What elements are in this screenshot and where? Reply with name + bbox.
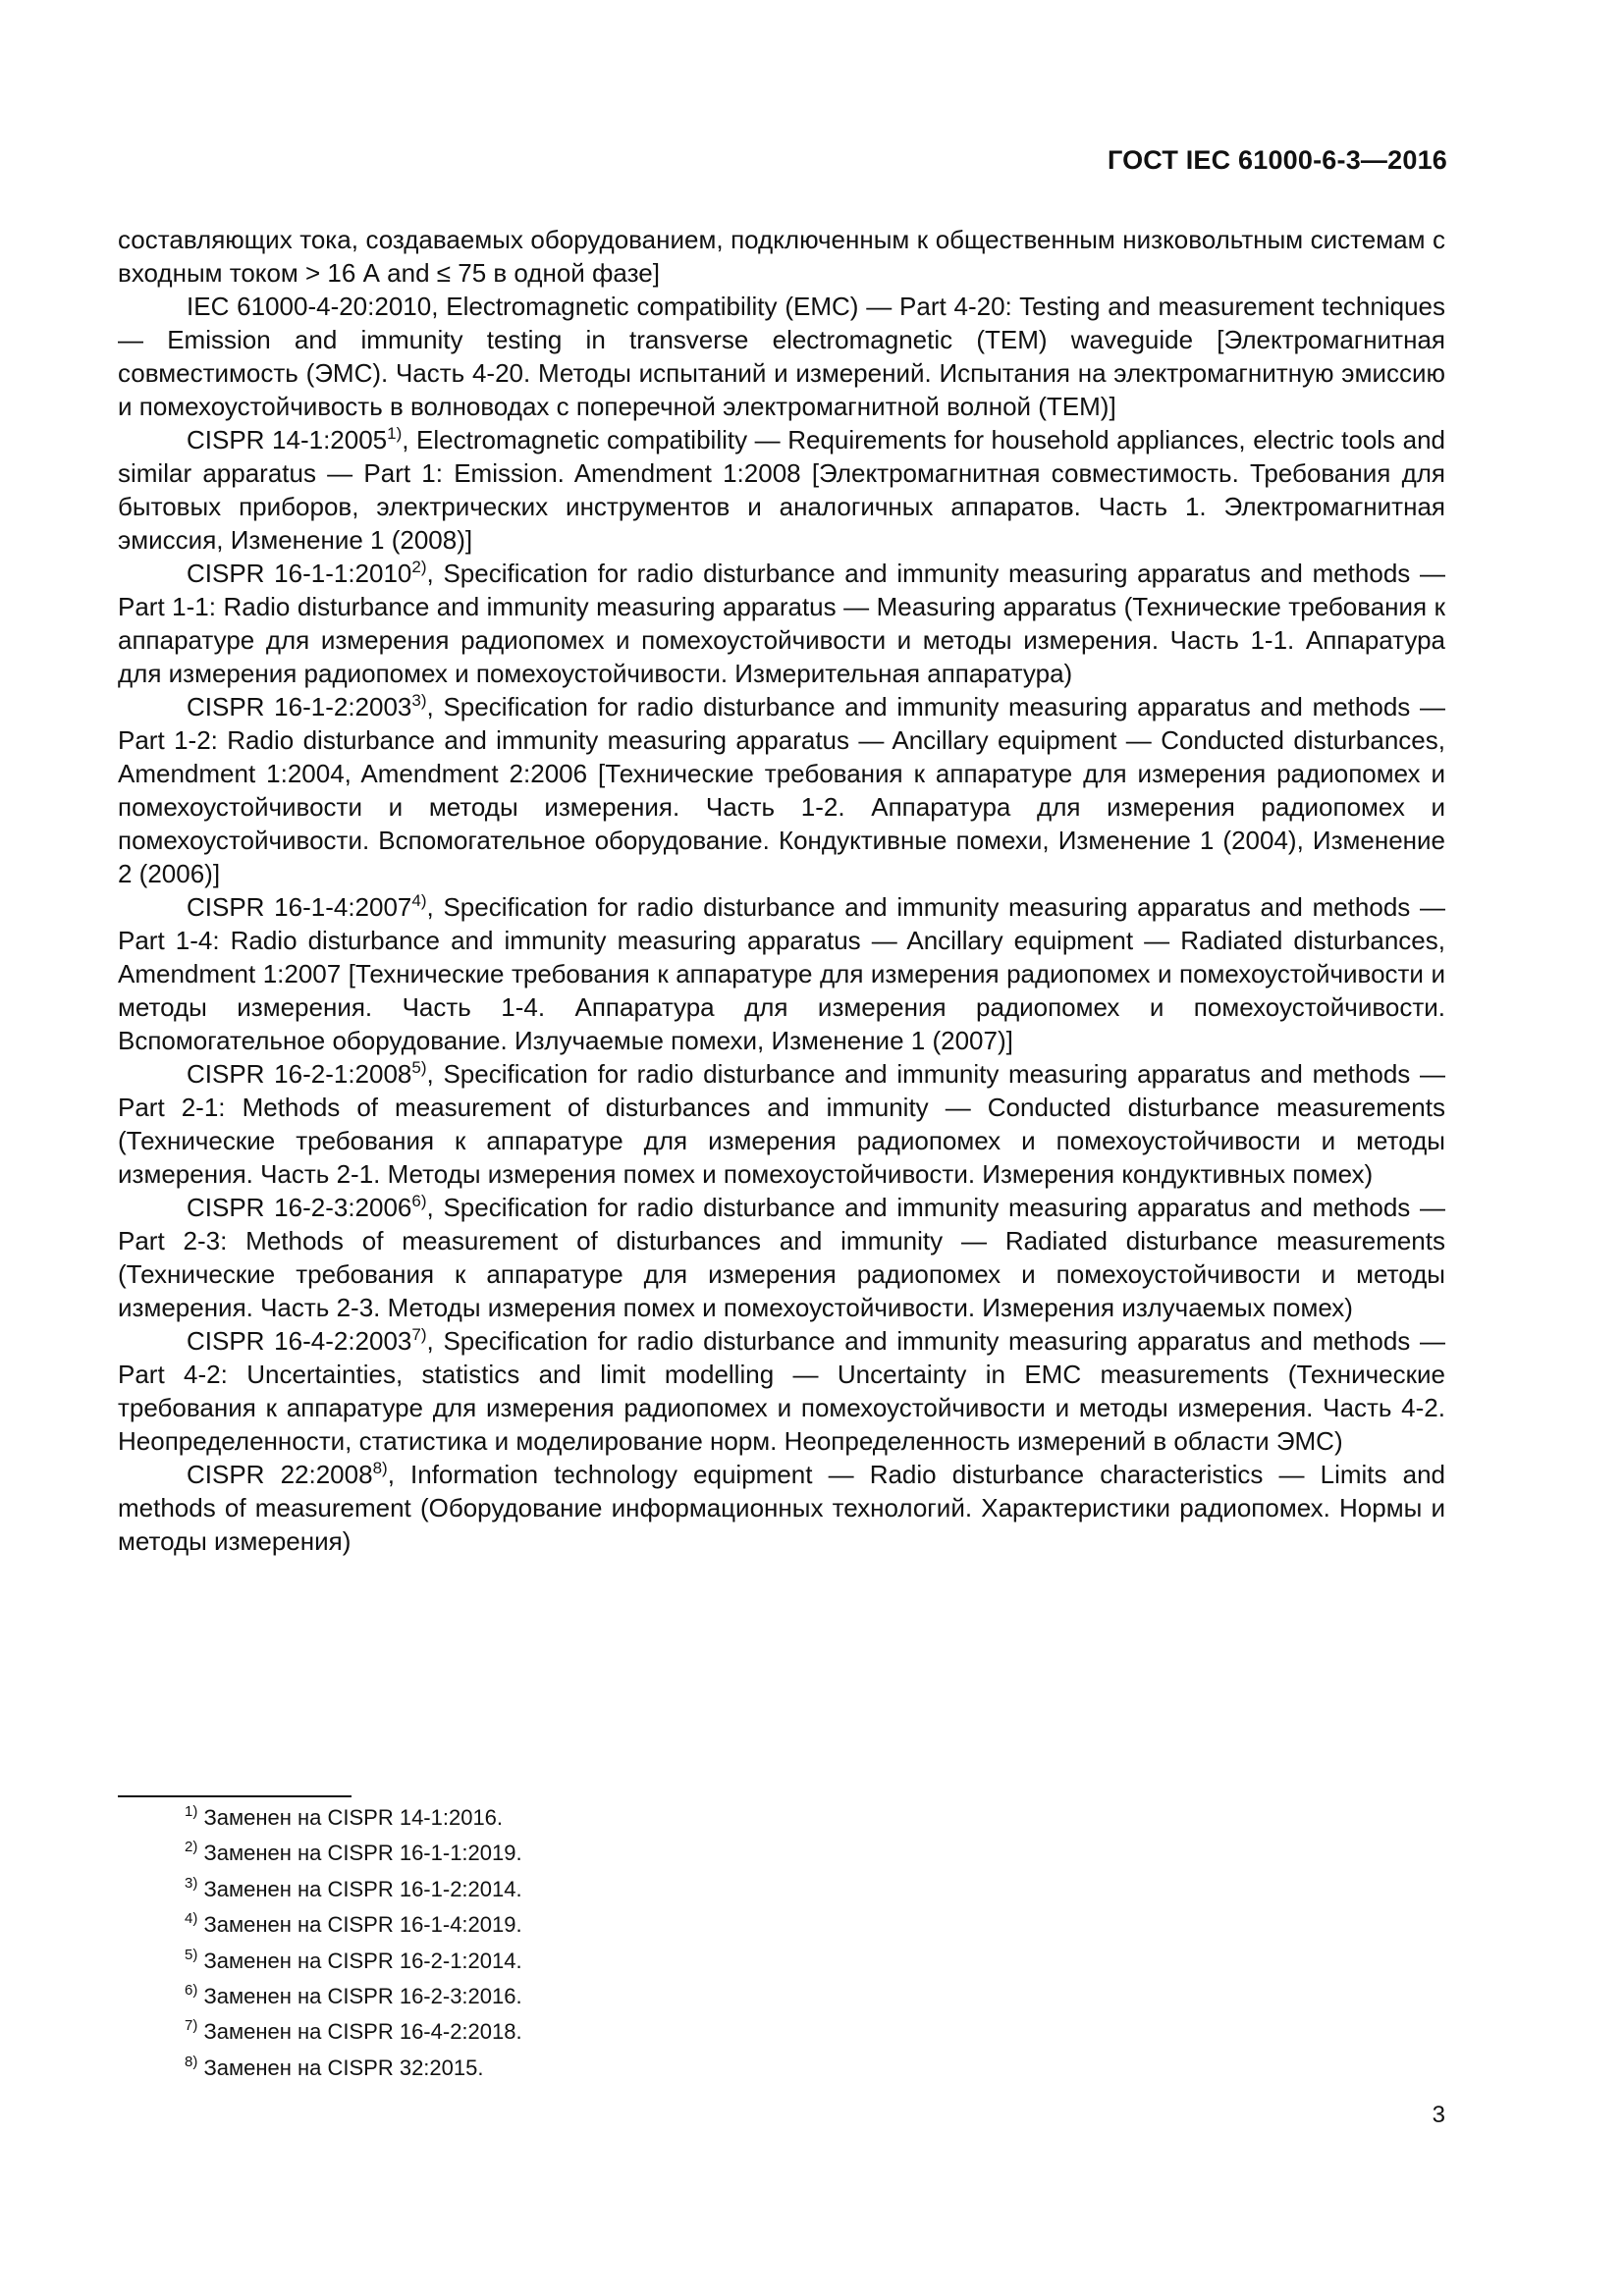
footnote-text: Заменен на CISPR 16-4-2:2018. xyxy=(197,2019,522,2045)
footnote-mark: 3) xyxy=(411,691,427,710)
entry-text: , Specification for radio disturbance and immunity measuring apparatus and methods — Part 2-1: Methods of measurement of disturbances and immunity — Conducted disturbance measurements (Технические требования к аппаратуре для измерения радиопомех и помехоустойчивости и методы измерения. Часть 2-1. Методы измерения помех и помехоустойчивости. Измерения кондуктивных помех) xyxy=(118,1059,1445,1189)
footnote-text: Заменен на CISPR 14-1:2016. xyxy=(197,1805,504,1830)
bibliography-entry xyxy=(118,423,1445,557)
footnote-mark: 5) xyxy=(411,1058,427,1077)
bibliography-entry xyxy=(118,1191,1445,1324)
entry-reference: CISPR 16-1-1:2010 xyxy=(187,559,412,588)
footnote-mark: 7) xyxy=(411,1325,427,1344)
entry-text: , Specification for radio disturbance and immunity measuring apparatus and methods — Part 2-3: Methods of measurement of disturbances and immunity — Radiated disturbance measurements (Технические требования к аппаратуре для измерения радиопомех и помехоустойчивости и методы измерения. Часть 2-3. Методы измерения помех и помехоустойчивости. Измерения излучаемых помех) xyxy=(118,1193,1445,1322)
footnote-separator xyxy=(118,1795,352,1797)
footnote-item xyxy=(185,1907,522,1943)
page-number: 3 xyxy=(1432,2102,1445,2128)
bibliography-entry xyxy=(118,223,1445,290)
footnote-number: 5) xyxy=(185,1946,198,1963)
bibliography-entry xyxy=(118,1057,1445,1191)
footnote-item xyxy=(185,2014,522,2050)
page-header-doc-id: ГОСТ IEC 61000-6-3—2016 xyxy=(1107,145,1447,175)
footnote-number: 4) xyxy=(185,1910,198,1928)
footnote-item xyxy=(185,2051,522,2086)
footnote-text: Заменен на CISPR 16-1-4:2019. xyxy=(197,1912,522,1938)
entry-reference: CISPR 14-1:2005 xyxy=(187,425,388,454)
footnote-number: 2) xyxy=(185,1839,198,1856)
entry-text: , Information technology equipment — Radio disturbance characteristics — Limits and methods of measurement (Оборудование информационных технологий. Характеристики радиопомех. Нормы и методы измерения) xyxy=(118,1460,1446,1556)
bibliography-entry xyxy=(118,1324,1445,1458)
entry-text: , Specification for radio disturbance and immunity measuring apparatus and methods — Part 1-1: Radio disturbance and immunity measuring apparatus — Measuring apparatus (Технические требования к аппаратуре для измерения радиопомех и помехоустойчивости и методы измерения. Часть 1-1. Аппаратура для измерения радиопомех и помехоустойчивости. Измерительная аппаратура) xyxy=(118,559,1445,688)
footnote-mark: 4) xyxy=(411,891,427,910)
footnote-number: 8) xyxy=(185,2053,198,2070)
entry-text: , Electromagnetic compatibility (EMC) — Part 4-20: Testing and measurement techniques — Emission and immunity testing in transverse electromagnetic (TEM) waveguide [Электромагнитная совместимость (ЭМС). Часть 4-20. Методы испытаний и измерений. Испытания на электромагнитную эмиссию и помехоустойчивость в волноводах с поперечной электромагнитной волной (TEM)] xyxy=(118,292,1446,421)
bibliography-entry xyxy=(118,290,1445,423)
footnote-number: 6) xyxy=(185,1982,198,2000)
footnote-mark: 8) xyxy=(372,1459,388,1477)
entry-text: , Specification for radio disturbance and immunity measuring apparatus and methods — Part 4-2: Uncertainties, statistics and limit modelling — Uncertainty in EMC measurements (Технические требования к аппаратуре для измерения радиопомех и помехоустойчивости и методы измерения. Часть 4-2. Неопределенности, статистика и моделирование норм. Неопределенность измерений в области ЭМС) xyxy=(118,1326,1445,1456)
footnote-text: Заменен на CISPR 16-2-1:2014. xyxy=(197,1948,522,1973)
entry-reference: CISPR 16-4-2:2003 xyxy=(187,1326,412,1356)
entry-reference: CISPR 16-1-4:2007 xyxy=(187,892,412,922)
bibliography-entry xyxy=(118,557,1445,690)
footnote-text: Заменен на CISPR 16-2-3:2016. xyxy=(197,1984,522,2009)
bibliography-list xyxy=(118,223,1445,1558)
footnote-item xyxy=(185,1979,522,2014)
footnote-item xyxy=(185,1872,522,1907)
bibliography-entry xyxy=(118,690,1445,890)
footnote-mark: 2) xyxy=(411,558,427,576)
footnote-text: Заменен на CISPR 32:2015. xyxy=(197,2055,484,2080)
footnote-number: 3) xyxy=(185,1874,198,1892)
entry-reference: CISPR 22:2008 xyxy=(187,1460,373,1489)
entry-reference: IEC 61000-4-20:2010 xyxy=(187,292,432,321)
entry-reference: CISPR 16-1-2:2003 xyxy=(187,692,412,721)
footnote-item xyxy=(185,1836,522,1871)
footnote-text: Заменен на CISPR 16-1-1:2019. xyxy=(197,1841,522,1866)
entry-text: составляющих тока, создаваемых оборудованием, подключенным к общественным низковольтным системам с входным током > 16 А and ≤ 75 в одной фазе] xyxy=(118,225,1445,288)
entry-text: , Specification for radio disturbance and immunity measuring apparatus and methods — Part 1-2: Radio disturbance and immunity measuring apparatus — Ancillary equipment — Conducted disturbances, Amendment 1:2004, Amendment 2:2006 [Технические требования к аппаратуре для измерения радиопомех и помехоустойчивости и методы измерения. Часть 1-2. Аппаратура для измерения радиопомех и помехоустойчивости. Вспомогательное оборудование. Кондуктивные помехи, Изменение 1 (2004), Изменение 2 (2006)] xyxy=(118,692,1445,888)
footnote-text: Заменен на CISPR 16-1-2:2014. xyxy=(197,1876,522,1901)
footnote-item xyxy=(185,1944,522,1979)
entry-text: , Electromagnetic compatibility — Requirements for household appliances, electric tools and similar apparatus — Part 1: Emission. Amendment 1:2008 [Электромагнитная совместимость. Требования для бытовых приборов, электрических инструментов и аналогичных аппаратов. Часть 1. Электромагнитная эмиссия, Изменение 1 (2008)] xyxy=(118,425,1445,555)
bibliography-entry xyxy=(118,890,1445,1057)
footnote-number: 7) xyxy=(185,2017,198,2035)
bibliography-entry xyxy=(118,1458,1445,1558)
footnote-mark: 6) xyxy=(411,1192,427,1210)
entry-text: , Specification for radio disturbance and immunity measuring apparatus and methods — Part 1-4: Radio disturbance and immunity measuring apparatus — Ancillary equipment — Radiated disturbances, Amendment 1:2007 [Технические требования к аппаратуре для измерения радиопомех и помехоустойчивости и методы измерения. Часть 1-4. Аппаратура для измерения радиопомех и помехоустойчивости. Вспомогательное оборудование. Излучаемые помехи, Изменение 1 (2007)] xyxy=(118,892,1445,1055)
entry-reference: CISPR 16-2-3:2006 xyxy=(187,1193,412,1222)
footnote-item xyxy=(185,1800,522,1836)
entry-reference: CISPR 16-2-1:2008 xyxy=(187,1059,412,1089)
footnotes-list xyxy=(185,1800,522,2086)
footnote-mark: 1) xyxy=(387,424,403,443)
footnote-number: 1) xyxy=(185,1803,198,1820)
